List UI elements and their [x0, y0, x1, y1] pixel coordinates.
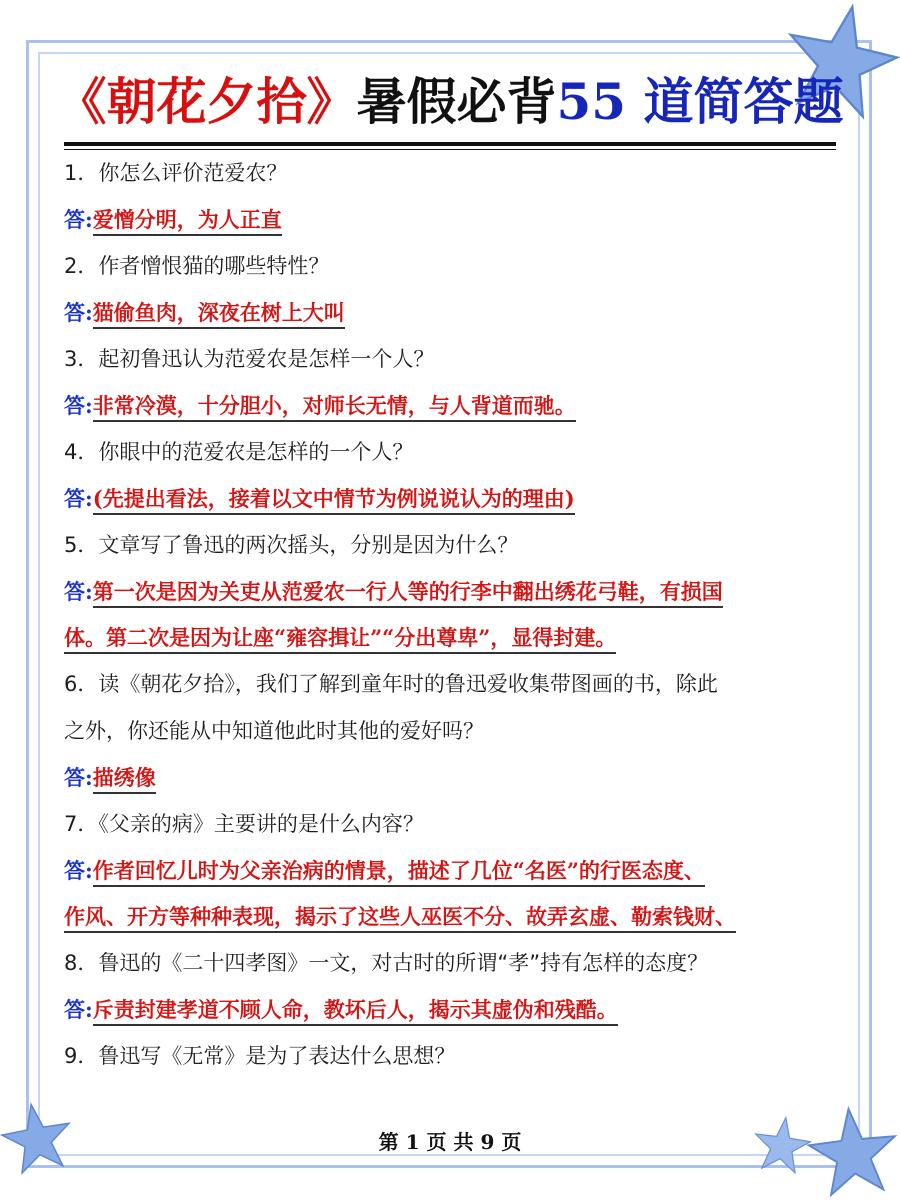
question-1: 1．你怎么评价范爱农？	[64, 161, 288, 185]
answer-text: 猫偷鱼肉，深夜在树上大叫	[93, 300, 345, 329]
question-9: 9．鲁迅写《无常》是为了表达什么思想？	[64, 1044, 456, 1068]
answer-text: (先提出看法，接着以文中情节为例说说认为的理由)	[93, 486, 575, 515]
title-middle: 暑假必背	[356, 72, 557, 131]
answer-4	[64, 476, 840, 522]
answer-7-line-1	[64, 848, 840, 894]
answer-text: 非常冷漠，十分胆小，对师长无情，与人背道而驰。	[93, 393, 576, 422]
answer-label: 答:	[64, 207, 93, 232]
title-count: 55 道简答题	[556, 72, 844, 131]
answer-5-line-2	[64, 615, 840, 661]
answer-label: 答:	[64, 579, 93, 604]
page-title	[0, 72, 900, 132]
question-5: 5．文章写了鲁迅的两次摇头，分别是因为什么？	[64, 533, 519, 557]
question-7: 7．《父亲的病》主要讲的是什么内容？	[64, 812, 424, 836]
answer-1	[64, 197, 840, 243]
answer-6	[64, 755, 840, 801]
answer-7-line-2	[64, 894, 840, 940]
answer-label: 答:	[64, 393, 93, 418]
answer-text: 斥责封建孝道不顾人命，教坏后人，揭示其虚伪和残酷。	[93, 997, 618, 1026]
answer-label: 答:	[64, 858, 93, 883]
title-rule-thick	[64, 142, 836, 146]
page-number: 第 1 页 共 9 页	[378, 1130, 522, 1154]
answer-text: 第一次是因为关吏从范爱农一行人等的行李中翻出绣花弓鞋，有损国	[93, 579, 723, 608]
qa-list	[64, 150, 840, 1080]
question-4: 4．你眼中的范爱农是怎样的一个人？	[64, 440, 414, 464]
question-6-line-1: 6．读《朝花夕拾》，我们了解到童年时的鲁迅爱收集带图画的书，除此	[64, 672, 718, 696]
answer-8	[64, 987, 840, 1033]
question-3: 3．起初鲁迅认为范爱农是怎样一个人？	[64, 347, 435, 371]
title-book-name: 《朝花夕拾》	[56, 72, 357, 131]
answer-2	[64, 290, 840, 336]
answer-text: 爱憎分明，为人正直	[93, 207, 282, 236]
question-2: 2．作者憎恨猫的哪些特性？	[64, 254, 330, 278]
question-8: 8．鲁迅的《二十四孝图》一文，对古时的所谓“孝”持有怎样的态度？	[64, 951, 709, 975]
answer-text: 体。第二次是因为让座“雍容揖让”“分出尊卑”，显得封建。	[64, 625, 616, 654]
answer-label: 答:	[64, 300, 93, 325]
answer-3	[64, 383, 840, 429]
answer-5-line-1	[64, 569, 840, 615]
answer-text: 描绣像	[93, 765, 156, 794]
answer-label: 答:	[64, 486, 93, 511]
answer-label: 答:	[64, 997, 93, 1022]
question-6-line-2: 之外，你还能从中知道他此时其他的爱好吗？	[64, 719, 484, 743]
answer-label: 答:	[64, 765, 93, 790]
answer-text: 作者回忆儿时为父亲治病的情景，描述了几位“名医”的行医态度、	[93, 858, 705, 887]
answer-text: 作风、开方等种种表现，揭示了这些人巫医不分、故弄玄虚、勒索钱财、	[64, 904, 736, 933]
